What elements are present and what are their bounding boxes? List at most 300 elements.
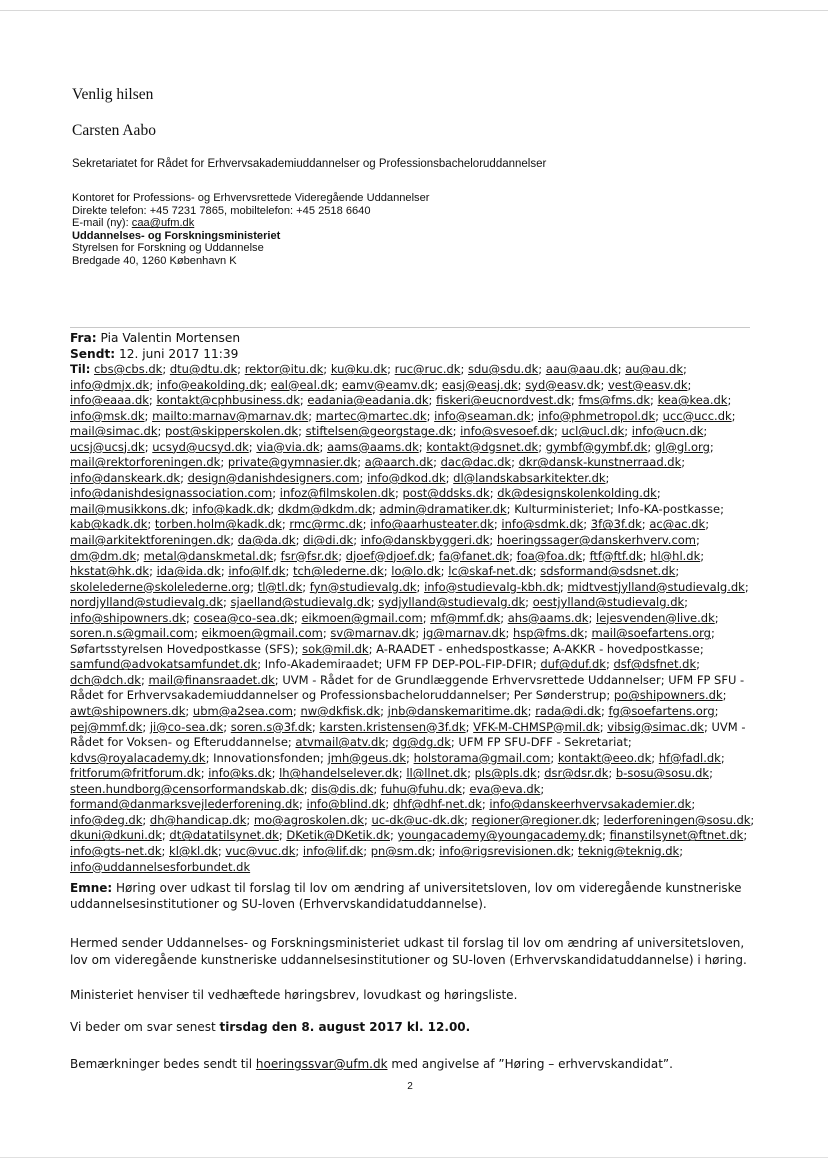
recipient-email[interactable]: fms@fms.dk [578, 393, 651, 408]
recipient-email[interactable]: kdvs@royalacademy.dk [70, 750, 206, 765]
recipient-email[interactable]: dsr@dsr.dk [544, 766, 609, 781]
recipient-email[interactable]: info@danskeerhvervsakademier.dk [489, 797, 692, 812]
recipient-email[interactable]: sok@mil.dk [302, 641, 369, 656]
recipient-email[interactable]: mail@musikkons.dk [70, 501, 185, 516]
signature-email-link[interactable]: caa@ufm.dk [131, 217, 195, 230]
recipient-email[interactable]: mail@simac.dk [70, 424, 158, 439]
from-line [70, 331, 240, 347]
recipient-separator: ; [136, 548, 144, 563]
recipient-separator: ; [641, 517, 650, 532]
recipient-separator: ; [550, 750, 558, 765]
recipient-email[interactable]: info@sdmk.dk [501, 517, 584, 532]
recipient-email[interactable]: regioner@regioner.dk [471, 812, 597, 827]
recipient-email[interactable]: mailto:marnav@marnav.dk [152, 408, 309, 423]
recipient-email[interactable]: fa@fanet.dk [438, 548, 510, 563]
recipient-email[interactable]: info@ks.dk [208, 766, 272, 781]
recipient-email[interactable]: info@deg.dk [70, 812, 143, 827]
recipient-separator: ; [720, 501, 724, 516]
recipient-email[interactable]: VFK-M-CHMSP@mil.dk [473, 719, 600, 734]
recipient-separator: ; [142, 812, 150, 827]
recipient-email[interactable]: hoeringssager@danskerhverv.com [496, 533, 697, 548]
recipient-email[interactable]: teknig@teknig.dk [578, 843, 680, 858]
recipient-email[interactable]: kontakt@cphbusiness.dk [156, 393, 300, 408]
recipient-email[interactable]: info@rigsrevisionen.dk [439, 843, 571, 858]
recipient-separator: ; [588, 610, 596, 625]
recipient-email[interactable]: ucsj@ucsj.dk [70, 439, 145, 454]
recipient-separator: ; [142, 719, 150, 734]
recipient-separator: ; [162, 362, 170, 376]
recipient-separator: ; [140, 672, 149, 687]
recipient-separator: ; [334, 377, 342, 392]
recipient-separator: ; [161, 828, 170, 843]
recipient-email[interactable]: info@msk.dk [70, 408, 145, 423]
recipient-email[interactable]: au@au.dk [625, 362, 684, 376]
recipient-separator: ; [583, 517, 591, 532]
recipient-separator: ; [500, 610, 508, 625]
recipient-separator: ; [205, 750, 214, 765]
recipient-email[interactable]: nordjylland@studievalg.dk [70, 595, 223, 610]
recipient-email[interactable]: tl@tl.dk [257, 579, 303, 594]
recipient-email[interactable]: metal@danskmetal.dk [143, 548, 274, 563]
recipient-separator: ; [583, 626, 592, 641]
recipient-separator: ; [750, 812, 755, 827]
recipient-email[interactable]: samfund@advokatsamfundet.dk [70, 657, 258, 672]
recipient-separator: ; [445, 470, 454, 485]
recipient-separator: ; [600, 377, 608, 392]
recipient-email[interactable]: uc-dk@uc-dk.dk [371, 812, 465, 827]
recipient-email[interactable]: aau@aau.dk [545, 362, 618, 376]
recipient-email[interactable]: syd@easv.dk [525, 377, 601, 392]
recipient-email[interactable]: private@gymnasier.dk [227, 455, 358, 470]
recipient-separator: ; [428, 393, 437, 408]
recipient-email[interactable]: via@via.dk [256, 439, 320, 454]
recipient-email[interactable]: sv@marnav.dk [330, 626, 416, 641]
recipient-email[interactable]: dhf@dhf-net.dk [393, 797, 482, 812]
recipient-email[interactable]: kab@kadk.dk [70, 517, 148, 532]
recipient-email[interactable]: fuhu@fuhu.dk [380, 781, 462, 796]
recipient-email[interactable]: rada@di.dk [535, 704, 601, 719]
recipient-separator: ; [385, 735, 393, 750]
recipient-separator: ; [599, 719, 608, 734]
recipient-separator: ; [606, 688, 614, 703]
recipient-separator: ; [517, 377, 526, 392]
recipient-separator: ; [691, 797, 696, 812]
recipient-separator: ; [359, 470, 368, 485]
recipient-separator: ; [373, 781, 381, 796]
recipient-separator: ; [149, 564, 157, 579]
from-value: Pia Valentin Mortensen [96, 331, 241, 345]
recipient-separator: ; [714, 704, 719, 719]
recipient-email[interactable]: 3f@3f.dk [590, 517, 642, 532]
recipient-email[interactable]: admin@dramatiker.dk [379, 501, 507, 516]
recipient-email[interactable]: ubm@a2sea.com [192, 704, 293, 719]
recipient-email[interactable]: gymbf@gymbf.dk [545, 439, 648, 454]
recipient-email[interactable]: youngacademy@youngacademy.dk [397, 828, 603, 843]
recipient-separator: ; [270, 501, 278, 516]
recipient-email[interactable]: oestjylland@studievalg.dk [532, 595, 685, 610]
recipient-email[interactable]: info@shipowners.dk [70, 610, 186, 625]
top-divider [0, 10, 828, 11]
recipient-email[interactable]: ucl@ucl.dk [561, 424, 625, 439]
recipient-email[interactable]: hf@fadl.dk [658, 750, 721, 765]
recipient-email[interactable]: karsten.kristensen@3f.dk [319, 719, 466, 734]
recipient-list [70, 362, 760, 875]
recipient-email[interactable]: mail@soefartens.org [591, 626, 711, 641]
recipient-email[interactable]: eal@eal.dk [270, 377, 335, 392]
recipient-email[interactable]: dkuni@dkuni.dk [70, 828, 162, 843]
recipient-email[interactable]: infoz@filmskolen.dk [279, 486, 395, 501]
recipient-email[interactable]: eadania@eadania.dk [307, 393, 429, 408]
recipient-email[interactable]: post@skipperskolen.dk [165, 424, 299, 439]
recipient-email[interactable]: info@blind.dk [306, 797, 386, 812]
recipient-email[interactable]: holstorama@gmail.com [413, 750, 551, 765]
recipient-email[interactable]: mail@arkitektforeningen.dk [70, 533, 231, 548]
recipient-email[interactable]: po@shipowners.dk [613, 688, 723, 703]
recipient-email[interactable]: info@phmetropol.dk [538, 408, 656, 423]
recipient-name: Kulturministeriet [514, 501, 610, 516]
recipient-separator: ; [385, 797, 394, 812]
recipient-email[interactable]: dis@dis.dk [311, 781, 374, 796]
reply-suffix: med angivelse af ”Høring – erhvervskandidat”. [387, 1057, 673, 1071]
recipient-separator: ; [363, 843, 371, 858]
recipient-email[interactable]: dkdm@dkdm.dk [277, 501, 372, 516]
recipient-email[interactable]: dg@dg.dk [392, 735, 451, 750]
page-number: 2 [407, 1081, 413, 1092]
recipient-separator: ; [600, 704, 609, 719]
recipient-separator: ; [287, 735, 296, 750]
recipient-email[interactable]: ftf@ftf.dk [589, 548, 643, 563]
recipient-email[interactable]: lh@handelselever.dk [279, 766, 399, 781]
recipient-email[interactable]: eamv@eamv.dk [341, 377, 435, 392]
recipient-email[interactable]: midtvestjylland@studievalg.dk [567, 579, 745, 594]
recipient-email[interactable]: finanstilsynet@ftnet.dk [609, 828, 744, 843]
recipient-separator: ; [299, 393, 308, 408]
recipient-email[interactable]: info@eakolding.dk [156, 377, 264, 392]
recipient-separator: ; [536, 766, 545, 781]
signature-email-line [72, 217, 429, 230]
recipient-email[interactable]: a@aarch.dk [364, 455, 434, 470]
recipient-separator: ; [527, 704, 536, 719]
recipient-name: A-AKKR - hovedpostkasse [553, 641, 700, 656]
recipient-email[interactable]: stiftelsen@georgstage.dk [305, 424, 453, 439]
recipient-name: UFM FP DEP-POL-FIP-DFIR [386, 657, 533, 672]
recipient-separator: ; [250, 579, 258, 594]
recipient-separator: ; [431, 843, 440, 858]
recipient-email[interactable]: gl@gl.org [654, 439, 710, 454]
recipient-email[interactable]: lo@lo.dk [391, 564, 441, 579]
recipient-email[interactable]: fritforum@fritforum.dk [70, 766, 201, 781]
recipient-name: UVM - Rådet for de Grundlæggende Erhvervsrettede Uddannelser [282, 672, 661, 687]
recipient-separator: ; [530, 408, 539, 423]
recipient-separator: ; [596, 812, 604, 827]
recipient-email[interactable]: atvmail@atv.dk [295, 735, 386, 750]
recipient-separator: ; [274, 672, 283, 687]
recipient-email[interactable]: lederforeningen@sosu.dk [603, 812, 751, 827]
recipient-email[interactable]: di@di.dk [303, 533, 354, 548]
recipient-email[interactable]: jnb@danskemaritime.dk [387, 704, 528, 719]
recipient-separator: ; [273, 548, 281, 563]
recipient-separator: ; [727, 393, 732, 408]
recipient-email[interactable]: foa@foa.dk [516, 548, 583, 563]
recipient-separator: ; [383, 564, 392, 579]
recipient-email[interactable]: info@seaman.dk [434, 408, 531, 423]
recipient-email[interactable]: b-sosu@sosu.dk [615, 766, 710, 781]
recipient-separator: ; [302, 579, 310, 594]
recipient-separator: ; [149, 377, 157, 392]
signature-office: Kontoret for Professions- og Erhvervsrettede Videregående Uddannelser [72, 192, 430, 204]
recipient-email[interactable]: jg@marnav.dk [422, 626, 506, 641]
recipient-email[interactable]: cosea@co-sea.dk [193, 610, 294, 625]
recipient-email[interactable]: sdu@sdu.dk [468, 362, 539, 376]
recipient-email[interactable]: cbs@cbs.dk [93, 362, 163, 376]
recipient-email[interactable]: design@danishdesigners.com [187, 470, 360, 485]
recipient-email[interactable]: info@dkod.dk [367, 470, 446, 485]
recipient-email[interactable]: pn@sm.dk [370, 843, 432, 858]
recipient-separator: ; [570, 843, 579, 858]
recipient-separator: ; [465, 719, 474, 734]
recipient-email[interactable]: awt@shipowners.dk [70, 704, 186, 719]
recipient-email[interactable]: martec@martec.dk [315, 408, 427, 423]
recipient-separator: ; [656, 486, 661, 501]
recipient-separator: ; [467, 766, 475, 781]
recipient-separator: ; [710, 626, 715, 641]
recipient-separator: ; [230, 533, 238, 548]
recipient-separator: ; [647, 439, 655, 454]
recipient-separator: ; [684, 595, 689, 610]
recipient-email[interactable]: pls@pls.dk [474, 766, 537, 781]
recipient-separator: ; [180, 470, 188, 485]
recipient-email[interactable]: mail@finansraadet.dk [148, 672, 275, 687]
recipient-email[interactable]: fiskeri@eucnordvest.dk [436, 393, 571, 408]
recipient-email[interactable]: dch@dch.dk [70, 672, 141, 687]
recipient-email[interactable]: lc@skaf-net.dk [448, 564, 533, 579]
recipient-email[interactable]: kontakt@dgsnet.dk [426, 439, 539, 454]
recipient-email[interactable]: ll@llnet.dk [406, 766, 468, 781]
recipient-separator: ; [220, 455, 228, 470]
recipient-email[interactable]: info@danishdesignassociation.com [70, 486, 273, 501]
recipient-email[interactable]: jmh@geus.dk [327, 750, 407, 765]
recipient-email[interactable]: fyn@studievalg.dk [309, 579, 417, 594]
recipient-email[interactable]: post@ddsks.dk [402, 486, 490, 501]
recipient-separator: ; [293, 610, 302, 625]
recipient-separator: ; [223, 719, 231, 734]
recipient-separator: ; [505, 626, 514, 641]
recipient-email[interactable]: info@lf.dk [228, 564, 286, 579]
recipient-email[interactable]: kontakt@eeo.dk [557, 750, 652, 765]
recipient-email[interactable]: steen.hundborg@censorformandskab.dk [70, 781, 304, 796]
recipient-email[interactable]: info@danskeark.dk [70, 470, 181, 485]
recipient-email[interactable]: info@lif.dk [302, 843, 364, 858]
recipient-email[interactable]: DKetik@DKetik.dk [286, 828, 390, 843]
recipient-email[interactable]: rektor@itu.dk [244, 362, 324, 376]
recipient-email[interactable]: soren.n.s@gmail.com [70, 626, 195, 641]
recipient-email[interactable]: dsf@dsfnet.dk [613, 657, 697, 672]
recipient-email[interactable]: info@eaaa.dk [70, 393, 149, 408]
recipient-separator: ; [696, 533, 700, 548]
recipient-separator: ; [281, 517, 290, 532]
recipient-separator: ; [489, 533, 497, 548]
recipient-email[interactable]: rmc@rmc.dk [289, 517, 363, 532]
recipient-email[interactable]: kl@kl.dk [169, 843, 218, 858]
recipient-email[interactable]: soren.s@3f.dk [230, 719, 312, 734]
recipient-separator: ; [303, 781, 312, 796]
recipient-separator: ; [271, 766, 280, 781]
recipient-email[interactable]: dac@dac.dk [440, 455, 512, 470]
recipient-separator: ; [144, 408, 153, 423]
recipient-email[interactable]: formand@danmarksvejlederforening.dk [70, 797, 299, 812]
recipient-email[interactable]: tch@lederne.dk [292, 564, 384, 579]
recipient-separator: ; [538, 362, 546, 376]
recipient-separator: ; [144, 439, 153, 454]
reply-email-link[interactable]: hoeringssvar@ufm.dk [255, 1057, 388, 1071]
recipient-email[interactable]: info@danskbyggeri.dk [360, 533, 490, 548]
recipient-email[interactable]: dk@designskolenkolding.dk [497, 486, 657, 501]
recipient-email[interactable]: ac@ac.dk [649, 517, 706, 532]
recipient-email[interactable]: dl@landskabsarkitekter.dk [453, 470, 606, 485]
recipient-email[interactable]: ucsyd@ucsyd.dk [152, 439, 249, 454]
recipient-separator: ; [387, 362, 395, 376]
recipient-email[interactable]: info@gts-net.dk [70, 843, 162, 858]
recipient-name: Info-KA-postkasse [617, 501, 721, 516]
recipient-separator: ; [720, 750, 725, 765]
recipient-email[interactable]: skolelederne@skolelederne.org [70, 579, 251, 594]
recipient-separator: ; [406, 750, 414, 765]
recipient-separator: ; [311, 719, 320, 734]
recipient-separator: ; [709, 439, 714, 454]
recipient-separator: ; [703, 424, 708, 439]
reply-intro: Bemærkninger bedes sendt til [70, 1057, 256, 1071]
recipient-email[interactable]: easj@easj.dk [441, 377, 518, 392]
recipient-separator: ; [440, 564, 449, 579]
recipient-email[interactable]: vest@easv.dk [607, 377, 688, 392]
recipient-separator: ; [194, 626, 202, 641]
recipient-email[interactable]: info@aarhusteater.dk [370, 517, 494, 532]
recipient-separator: ; [272, 486, 280, 501]
recipient-separator: ; [675, 564, 680, 579]
recipient-email[interactable]: fsr@fsr.dk [280, 548, 339, 563]
sent-label: Sendt: [70, 346, 116, 361]
recipient-separator: ; [398, 766, 407, 781]
subject-label: Emne: [70, 881, 113, 895]
recipient-email[interactable]: ucc@ucc.dk [662, 408, 732, 423]
recipient-separator: ; [422, 610, 431, 625]
recipient-email[interactable]: duf@duf.dk [540, 657, 606, 672]
recipient-separator: ; [292, 704, 301, 719]
recipient-email[interactable]: info@svesoef.dk [460, 424, 554, 439]
body-paragraph-1: Hermed sender Uddannelses- og Forskningsministeriet udkast til forslag til lov om ændring af universitetsloven, lov om videregående kunstneriske uddannelsesinstitutioner og SU-loven (Erhvervskandidatuddannelse) i høring. [70, 936, 747, 967]
recipient-email[interactable]: dtu@dtu.dk [169, 362, 238, 376]
recipient-separator: ; [308, 408, 316, 423]
signature-email-label: E-mail (ny): [72, 217, 132, 230]
recipient-email[interactable]: mf@mmf.dk [430, 610, 501, 625]
recipient-separator: ; [481, 797, 490, 812]
recipient-separator: ; [722, 688, 727, 703]
signature-ministry: Uddannelses- og Forskningsministeriet [72, 229, 281, 242]
recipient-email[interactable]: info@kadk.dk [192, 501, 271, 516]
recipient-separator: ; [248, 439, 257, 454]
recipient-email[interactable]: sydjylland@studievalg.dk [378, 595, 526, 610]
recipient-email[interactable]: dm@dm.dk [70, 548, 137, 563]
recipient-email[interactable]: ruc@ruc.dk [394, 362, 461, 376]
recipient-email[interactable]: info@ucn.dk [631, 424, 704, 439]
recipient-separator: ; [426, 408, 435, 423]
recipient-separator: ; [362, 517, 371, 532]
recipient-separator: ; [370, 595, 379, 610]
recipient-email[interactable]: sdsformand@sdsnet.dk [540, 564, 676, 579]
recipient-email[interactable]: ida@ida.dk [156, 564, 221, 579]
recipient-separator: ; [246, 812, 254, 827]
recipient-email[interactable]: info@studievalg-kbh.dk [424, 579, 560, 594]
recipient-email[interactable]: kea@kea.dk [657, 393, 728, 408]
recipient-email[interactable]: info@dmjx.dk [70, 377, 150, 392]
signature-block [72, 192, 429, 268]
recipient-separator: ; [624, 424, 632, 439]
recipient-name: UFM FP SFU-DFF - Sekretariat [458, 735, 628, 750]
recipient-email[interactable]: info@uddannelsesforbundet.dk [70, 859, 251, 874]
recipient-email[interactable]: mo@agroskolen.dk [253, 812, 364, 827]
recipient-email[interactable]: dkr@dansk-kunstnerraad.dk [518, 455, 682, 470]
recipient-separator: ; [298, 424, 306, 439]
recipient-separator: ; [570, 393, 579, 408]
recipient-name: UVM - Rådet for Voksen- og Efteruddannelse [70, 719, 746, 750]
recipient-separator: ; [323, 362, 331, 376]
recipient-separator: ; [368, 641, 377, 656]
recipient-separator: ; [651, 750, 659, 765]
recipient-separator: ; [540, 781, 545, 796]
recipient-separator: ; [200, 766, 209, 781]
recipient-separator: ; [148, 393, 157, 408]
recipient-separator: ; [363, 812, 372, 827]
recipient-email[interactable]: djoef@djoef.dk [345, 548, 432, 563]
recipient-separator: ; [699, 641, 704, 656]
bottom-divider [0, 1157, 828, 1158]
recipient-email[interactable]: ahs@aams.dk [507, 610, 589, 625]
signature-phone: Direkte telefon: +45 7231 7865, mobiltelefon: +45 2518 6640 [72, 204, 371, 217]
recipient-separator: ; [418, 439, 427, 454]
recipient-email[interactable]: vuc@vuc.dk [225, 843, 296, 858]
recipient-email[interactable]: eva@eva.dk [469, 781, 541, 796]
recipient-email[interactable]: aams@aams.dk [327, 439, 419, 454]
recipient-email[interactable]: hsp@fms.dk [513, 626, 584, 641]
recipient-email[interactable]: dh@handicap.dk [149, 812, 247, 827]
recipient-separator: ; [322, 626, 331, 641]
recipient-email[interactable]: ku@ku.dk [330, 362, 388, 376]
recipient-email[interactable]: ji@co-sea.dk [149, 719, 224, 734]
recipient-email[interactable]: vibsig@simac.dk [607, 719, 704, 734]
recipient-name: A-RAADET - enhedspostkasse [376, 641, 546, 656]
recipient-email[interactable]: eikmoen@gmail.com [301, 610, 423, 625]
signature-address: Bredgade 40, 1260 København K [72, 254, 237, 267]
recipient-email[interactable]: da@da.dk [237, 533, 296, 548]
recipient-email[interactable]: dt@datatilsynet.dk [169, 828, 279, 843]
recipient-email[interactable]: fg@soefartens.org [608, 704, 715, 719]
recipient-email[interactable]: mail@rektorforeningen.dk [70, 455, 221, 470]
recipient-email[interactable]: hkstat@hk.dk [70, 564, 150, 579]
recipient-separator: ; [714, 610, 719, 625]
recipient-email[interactable]: sjaelland@studievalg.dk [230, 595, 371, 610]
recipient-separator: ; [608, 766, 616, 781]
recipient-email[interactable]: eikmoen@gmail.com [201, 626, 323, 641]
recipient-separator: ; [687, 377, 692, 392]
recipient-email[interactable]: lejesvenden@live.dk [596, 610, 715, 625]
recipient-email[interactable]: hl@hl.dk [650, 548, 701, 563]
body-paragraph-3 [70, 1019, 760, 1036]
recipient-email[interactable]: torben.holm@kadk.dk [154, 517, 282, 532]
recipient-email[interactable]: nw@dkfisk.dk [300, 704, 381, 719]
recipient-email[interactable]: pej@mmf.dk [70, 719, 143, 734]
recipient-separator: ; [511, 455, 519, 470]
recipient-separator: ; [627, 735, 632, 750]
